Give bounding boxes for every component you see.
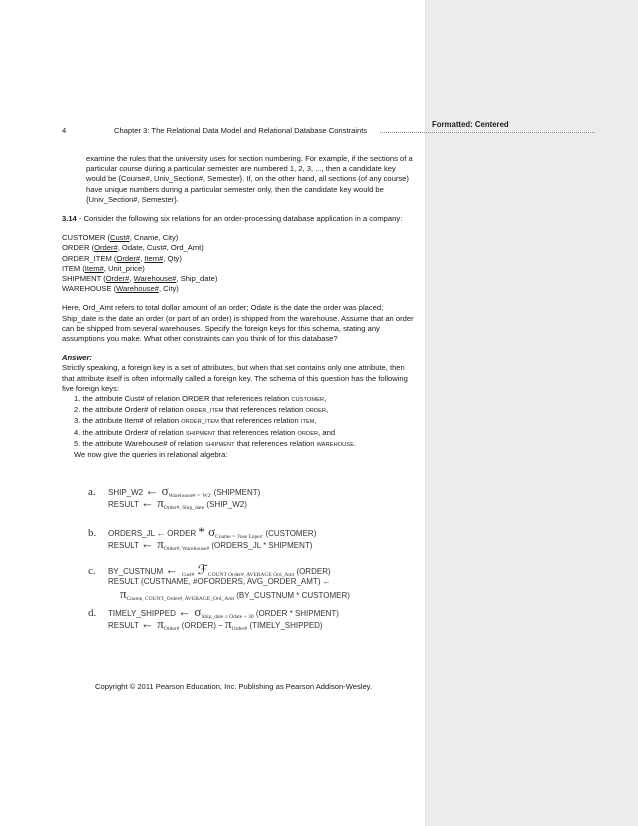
query-label: c. [88, 565, 96, 577]
query-label: b. [88, 527, 97, 539]
question-number: 3.14 [62, 214, 77, 224]
formatting-comment[interactable]: Formatted: Centered [432, 120, 509, 129]
query-d: d. TIMELY_SHIPPED ← $\sigma_{Ship\_date \le Odate + 30}$ (ORDER * SHIPMENT) RESULT ← $\pi_{Order\#}$ (ORDER) − $\pi_{Order\#}$ (TIMELY_SHIPPED) [88, 604, 339, 632]
chapter-title: Chapter 3: The Relational Data Model and Relational Database Constraints [114, 126, 368, 135]
foreign-key-item: 4. the attribute Order# of relation SHIPMENT that references relation ORDER, and [74, 427, 336, 437]
relation-customer: CUSTOMER (Cust#, Cname, City) [62, 233, 179, 243]
relation-item: ITEM (Item#, Unit_price) [62, 263, 145, 273]
relation-order-item: ORDER_ITEM (Order#, Item#, Qty) [62, 253, 182, 263]
foreign-key-item: 3. the attribute Item# of relation ORDER_ITEM that references relation ITEM, [74, 416, 317, 426]
query-a: a. SHIP_W2 ← $\sigma_{Warehouse\# = 'W2'}$ (SHIPMENT) RESULT ← $\pi_{Order\#, Ship\_date}$ (SHIP_W2) [88, 483, 261, 511]
foreign-key-item: 5. the attribute Warehouse# of relation SHIPMENT that references relation WAREHOUSE. [74, 438, 357, 448]
answer-label: Answer: [62, 353, 92, 363]
primary-key: Item# [144, 253, 164, 263]
primary-key: Warehouse# [116, 284, 159, 294]
main-content [62, 154, 417, 460]
primary-key: Item# [84, 263, 104, 273]
question-paragraph [62, 214, 417, 224]
relational-algebra-queries [88, 485, 418, 630]
query-label: a. [88, 486, 96, 498]
copyright-footer: Copyright © 2011 Pearson Education, Inc. Publishing as Pearson Addison-Wesley. [95, 682, 373, 691]
primary-key: Order# [116, 253, 141, 263]
primary-key: Order# [94, 243, 118, 253]
relation-shipment: SHIPMENT (Order#, Warehouse#, Ship_date) [62, 274, 218, 284]
primary-key: Warehouse# [133, 274, 177, 284]
intro-paragraph: examine the rules that the university uses for section numbering. For example, if the sections of a particular course during a particular semester are numbered 1, 2, 3, ..., then a candidate key would be {Course#, Univ_Section#, Semester}. If, on the other hand, all sections (of any course) have unique numbers during a particular semester only, then the candidate key would be {Univ_Section#, Semester}. [86, 154, 413, 204]
relation-warehouse: WAREHOUSE (Warehouse#, City) [62, 284, 179, 294]
question-text: - Consider the following six relations for an order-processing database application in a company: [76, 214, 403, 224]
page-number: 4 [62, 126, 67, 135]
relations-list [62, 233, 417, 294]
primary-key: Cust# [109, 233, 130, 243]
query-label: d. [88, 607, 97, 619]
foreign-key-item: 2. the attribute Order# of relation ORDER_ITEM that references relation ORDER, [74, 405, 329, 415]
query-b: b. ORDERS_JL ← ORDER * $\sigma_{Cname = 'Jose Lopez'}$ (CUSTOMER) RESULT ← $\pi_{Order\#, Warehouse\#}$ (ORDERS_JL * SHIPMENT) [88, 524, 317, 552]
foreign-key-item: 1. the attribute Cust# of relation ORDER that references relation CUSTOMER, [74, 394, 327, 404]
relation-order: ORDER (Order#, Odate, Cust#, Ord_Amt) [62, 243, 204, 253]
comment-connector [380, 132, 595, 133]
query-c: c. BY_CUSTNUM ← $_{Cust\#}$ ℱ$_{COUNT Order\#, AVERAGE Ord\_Amt}$ (ORDER) RESULT (CUSTNAME, #OFORDERS, AVG_ORDER_AMT) ← $\pi_{Cname, COUNT\_Order\#, AVERAGE\_Ord\_Amt}$ (BY_CUSTNUM * CUSTOMER) [88, 562, 350, 602]
description-paragraph: Here, Ord_Amt refers to total dollar amount of an order; Odate is the date the order was placed; Ship_date is the date an order (or part of an order) is shipped from the warehouse. Assume that an order can be shipped from several warehouses. Specify the foreign keys for this schema, stating any assumptions you make. What other constraints can you think of for this database? [62, 303, 414, 344]
answer-text: Strictly speaking, a foreign key is a set of attributes, but when that set contains only one attribute, then that attribute itself is often informally called a foreign key. The schema of this question has the following five foreign keys: [62, 363, 408, 393]
primary-key: Order# [105, 274, 130, 284]
foreign-key-list [62, 394, 417, 460]
queries-intro: We now give the queries in relational algebra: [74, 450, 228, 460]
